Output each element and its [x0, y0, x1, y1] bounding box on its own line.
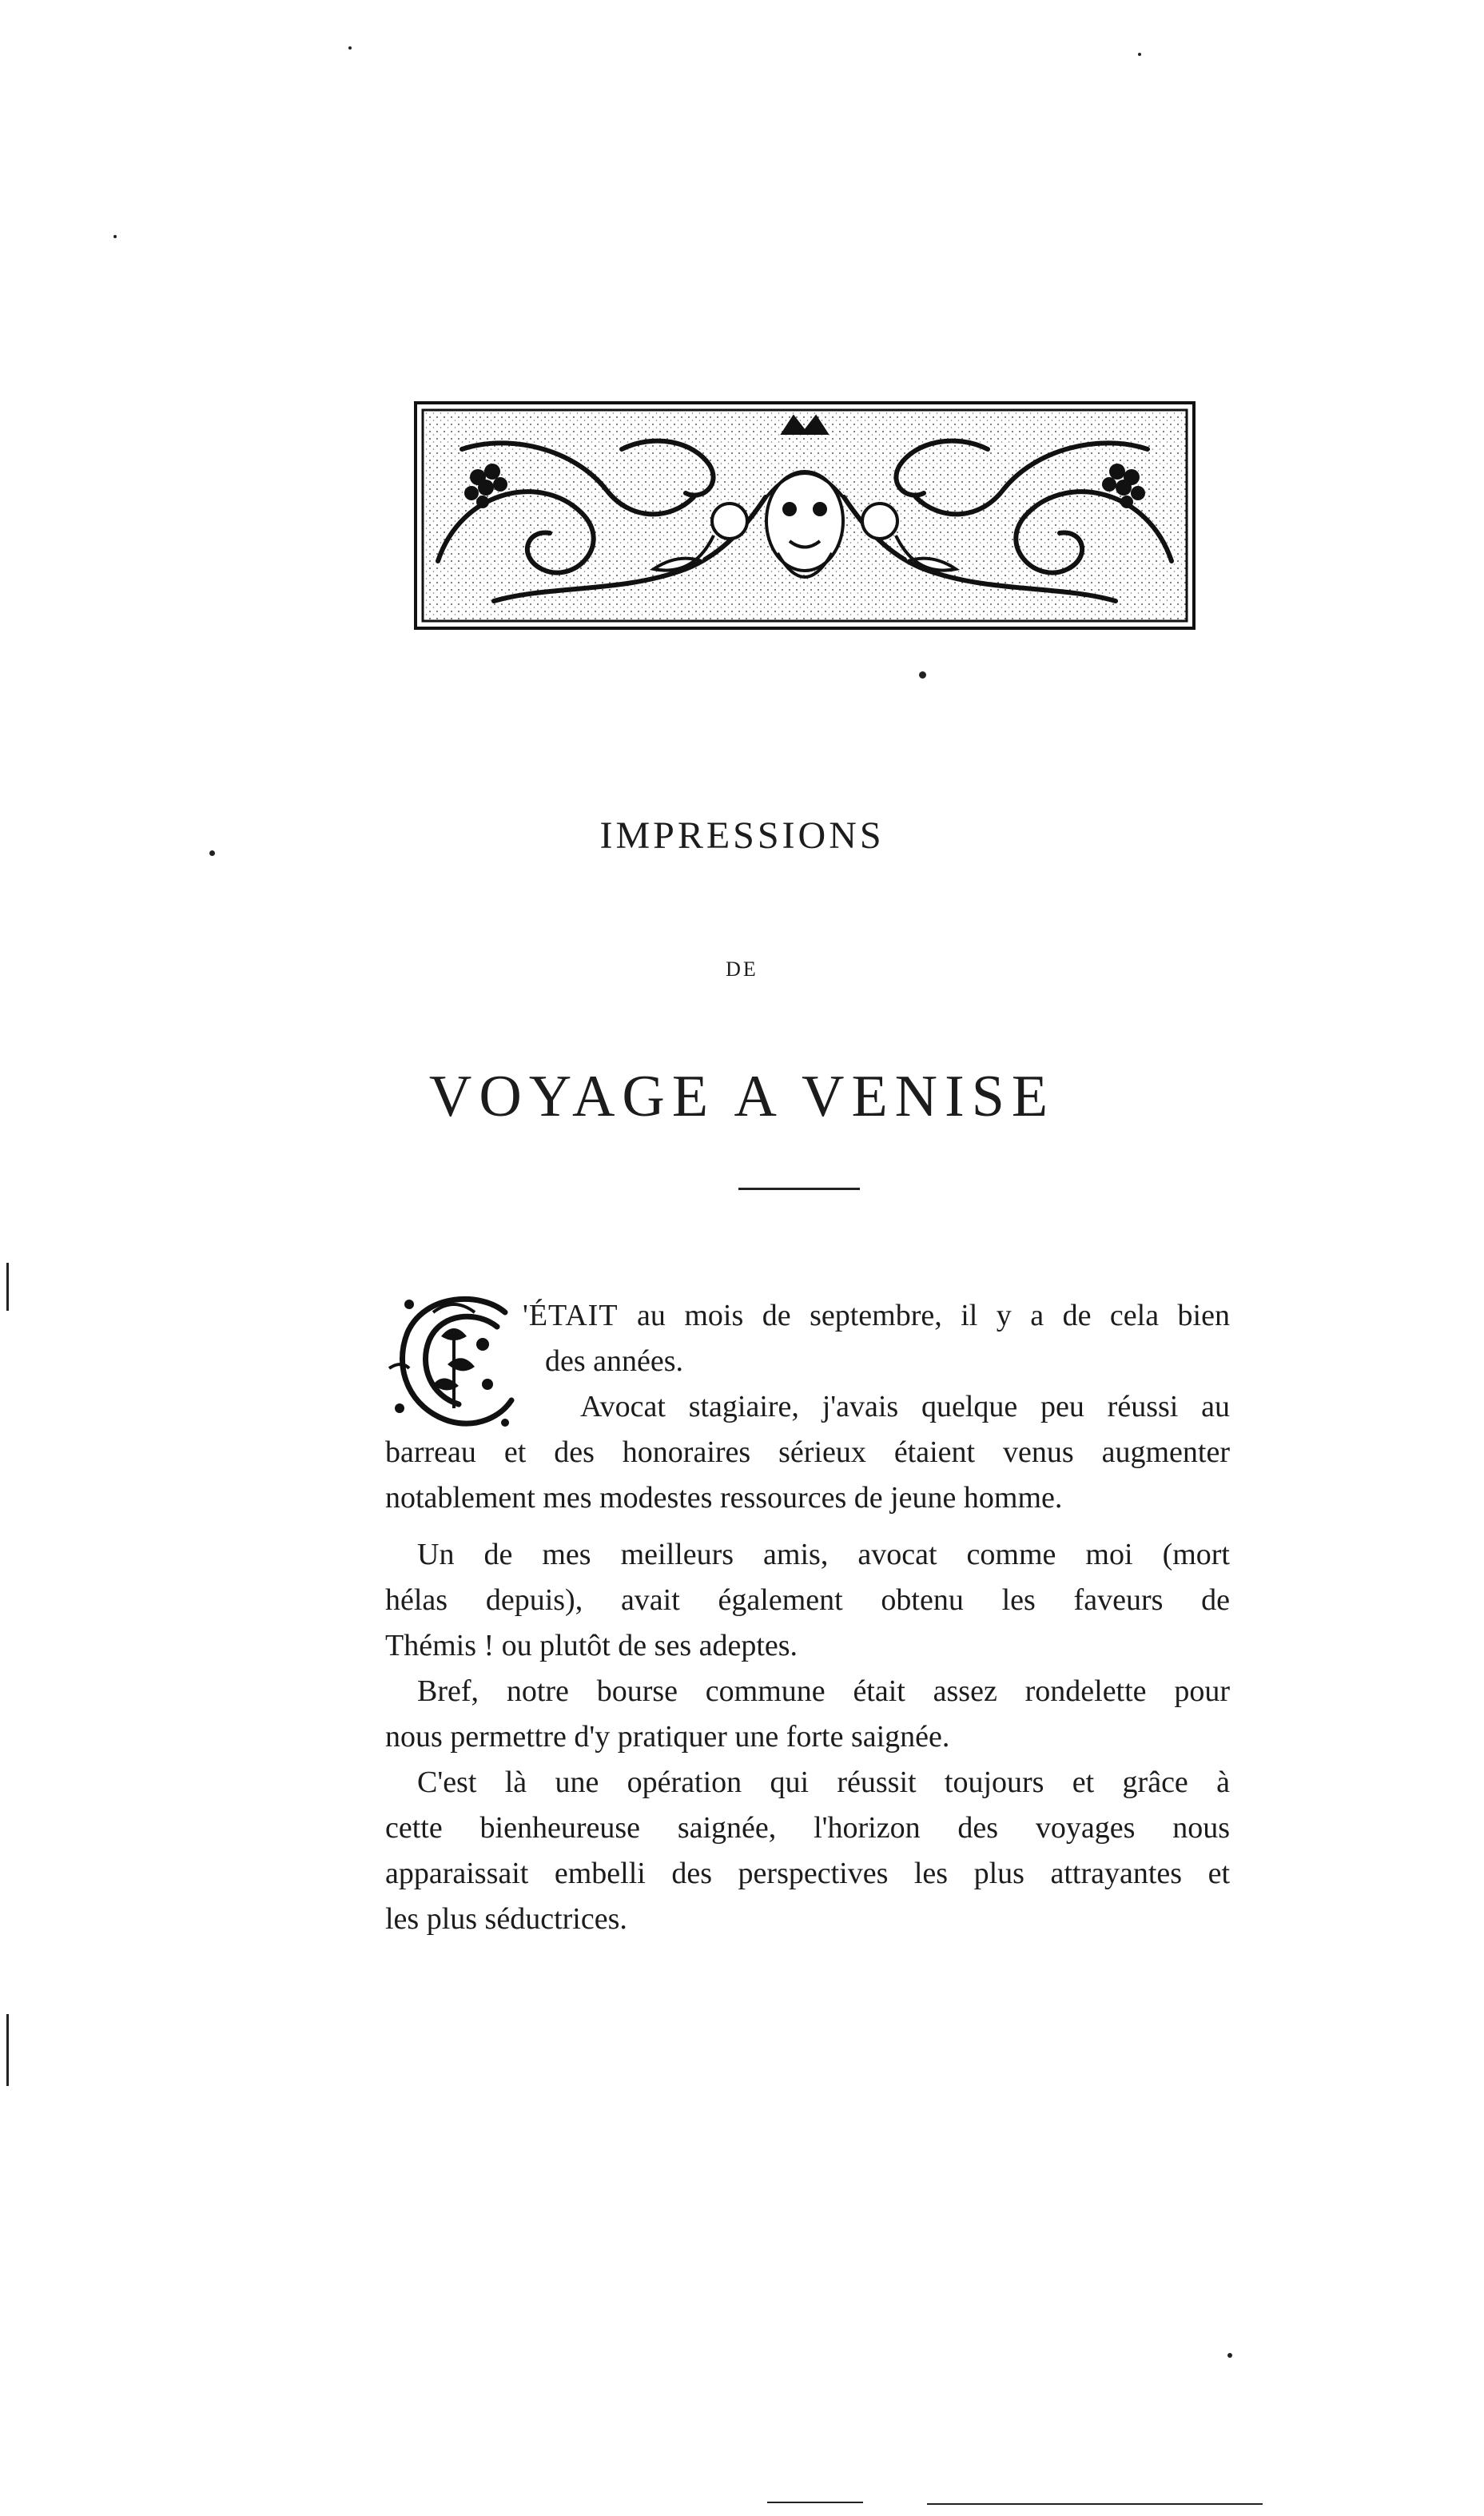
paragraph-1-line-1 [523, 1293, 1230, 1339]
scan-speck [1227, 2353, 1232, 2358]
paragraph-3-line-2: hélas depuis), avait également obtenu les faveurs de [385, 1583, 1230, 1617]
paragraph-1-line-2: des années. [545, 1344, 684, 1378]
paragraph-3-line-3: Thémis ! ou plutôt de ses adeptes. [385, 1629, 798, 1662]
scan-speck [6, 2014, 9, 2086]
scan-speck [348, 46, 352, 50]
scan-speck [1138, 53, 1141, 56]
title-impressions: IMPRESSIONS [599, 814, 885, 857]
title-voyage-a-venise: VOYAGE A VENISE [428, 1064, 1056, 1129]
scan-speck [927, 2503, 1263, 2505]
scan-speck [6, 1263, 9, 1311]
paragraph-5-line-4: les plus séductrices. [385, 1902, 627, 1936]
paragraph-5-line-1: C'est là une opération qui réussit toujours et grâce à [417, 1766, 1230, 1799]
decorative-headpiece-icon [414, 401, 1196, 630]
paragraph-2-line-1: Avocat stagiaire, j'avais quelque peu réussi au [580, 1390, 1230, 1423]
paragraph-1-line-1-text: au mois de septembre, il y a de cela bien [618, 1299, 1230, 1332]
paragraph-5-line-3: apparaissait embelli des perspectives les plus attrayantes et [385, 1857, 1230, 1890]
paragraph-2-line-3: notablement mes modestes ressources de jeune homme. [385, 1481, 1063, 1515]
paragraph-3-line-1: Un de mes meilleurs amis, avocat comme moi (mort [417, 1538, 1230, 1571]
paragraph-4-line-1: Bref, notre bourse commune était assez rondelette pour [417, 1674, 1230, 1708]
paragraph-5-line-2: cette bienheureuse saignée, l'horizon des voyages nous [385, 1811, 1230, 1845]
paragraph-2-line-2: barreau et des honoraires sérieux étaient venus augmenter [385, 1435, 1230, 1469]
title-de: DE [726, 957, 758, 981]
scan-speck [113, 235, 117, 238]
ornamental-dropcap-icon [385, 1288, 523, 1429]
scan-speck [919, 671, 926, 679]
dropcap-continuation: 'ÉTAIT [523, 1299, 619, 1332]
scan-speck [767, 2502, 863, 2503]
title-divider [738, 1188, 860, 1190]
paragraph-4-line-2: nous permettre d'y pratiquer une forte saignée. [385, 1720, 950, 1754]
